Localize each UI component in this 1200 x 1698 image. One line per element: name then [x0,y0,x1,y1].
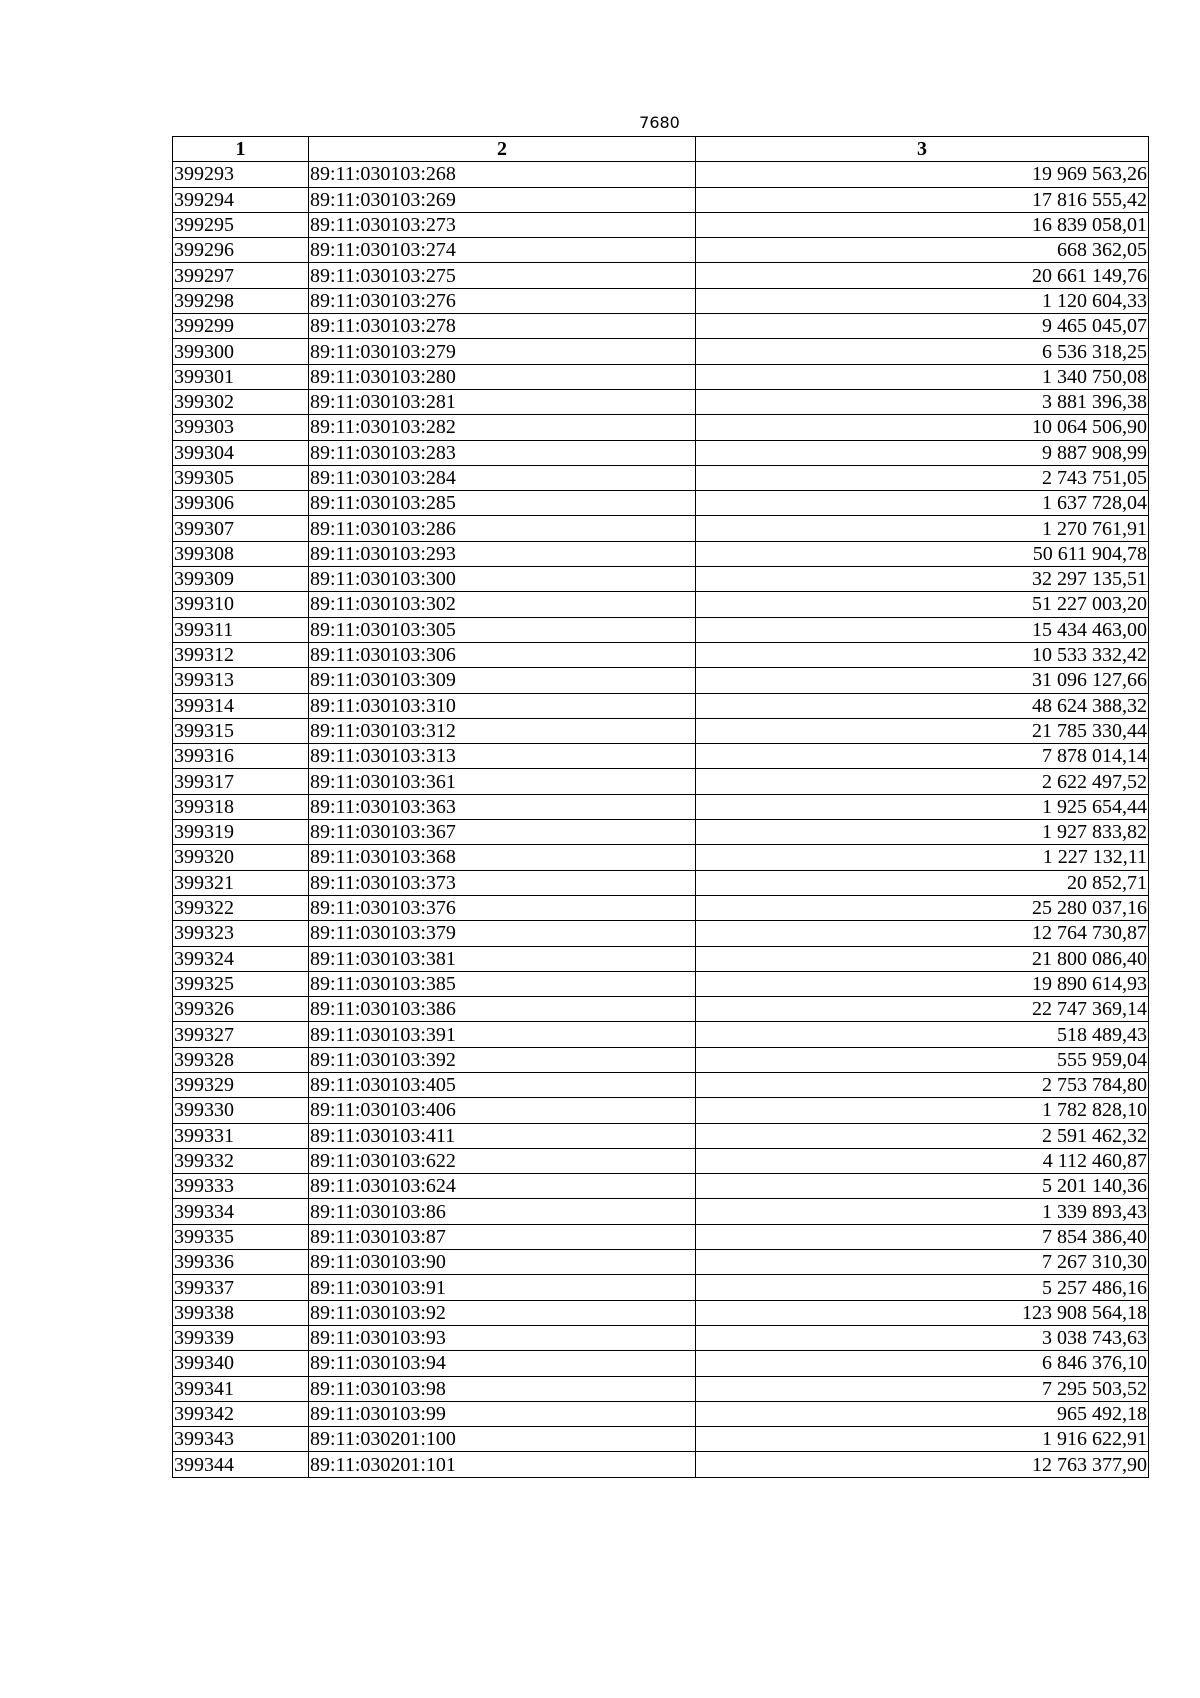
cadastral-number-cell: 89:11:030103:379 [309,921,696,946]
value-cell: 1 227 132,11 [696,845,1149,870]
cadastral-number-cell: 89:11:030103:306 [309,642,696,667]
value-cell: 9 465 045,07 [696,314,1149,339]
row-number-cell: 399323 [173,921,309,946]
row-number-cell: 399319 [173,820,309,845]
row-number-cell: 399342 [173,1401,309,1426]
table-row [173,1224,1149,1249]
table-row [173,617,1149,642]
table-row [173,1022,1149,1047]
row-number-cell: 399305 [173,465,309,490]
value-cell: 7 295 503,52 [696,1376,1149,1401]
value-cell: 1 120 604,33 [696,288,1149,313]
cadastral-number-cell: 89:11:030103:99 [309,1401,696,1426]
row-number-cell: 399318 [173,794,309,819]
table-row [173,895,1149,920]
value-cell: 15 434 463,00 [696,617,1149,642]
value-cell: 16 839 058,01 [696,212,1149,237]
table-row [173,997,1149,1022]
row-number-cell: 399293 [173,162,309,187]
row-number-cell: 399335 [173,1224,309,1249]
cadastral-number-cell: 89:11:030103:281 [309,389,696,414]
cadastral-number-cell: 89:11:030103:376 [309,895,696,920]
row-number-cell: 399294 [173,187,309,212]
row-number-cell: 399310 [173,592,309,617]
table-row [173,162,1149,187]
table-row [173,491,1149,516]
table-row [173,1199,1149,1224]
row-number-cell: 399307 [173,516,309,541]
value-cell: 555 959,04 [696,1047,1149,1072]
cadastral-number-cell: 89:11:030103:310 [309,693,696,718]
value-cell: 1 916 622,91 [696,1427,1149,1452]
value-cell: 7 267 310,30 [696,1250,1149,1275]
cadastral-number-cell: 89:11:030103:361 [309,769,696,794]
table-row [173,339,1149,364]
table-row [173,389,1149,414]
cadastral-number-cell: 89:11:030103:92 [309,1300,696,1325]
cadastral-number-cell: 89:11:030103:279 [309,339,696,364]
row-number-cell: 399333 [173,1174,309,1199]
value-cell: 1 340 750,08 [696,364,1149,389]
value-cell: 518 489,43 [696,1022,1149,1047]
table-row [173,1047,1149,1072]
table-row [173,769,1149,794]
value-cell: 21 785 330,44 [696,718,1149,743]
value-cell: 51 227 003,20 [696,592,1149,617]
row-number-cell: 399330 [173,1098,309,1123]
row-number-cell: 399297 [173,263,309,288]
cadastral-number-cell: 89:11:030103:280 [309,364,696,389]
cadastral-number-cell: 89:11:030103:381 [309,946,696,971]
value-cell: 2 591 462,32 [696,1123,1149,1148]
row-number-cell: 399332 [173,1148,309,1173]
row-number-cell: 399341 [173,1376,309,1401]
table-row [173,364,1149,389]
table-row [173,238,1149,263]
table-row [173,541,1149,566]
cadastral-number-cell: 89:11:030103:373 [309,870,696,895]
value-cell: 22 747 369,14 [696,997,1149,1022]
value-cell: 12 764 730,87 [696,921,1149,946]
value-cell: 6 846 376,10 [696,1351,1149,1376]
table-row [173,921,1149,946]
cadastral-number-cell: 89:11:030103:293 [309,541,696,566]
value-cell: 48 624 388,32 [696,693,1149,718]
cadastral-number-cell: 89:11:030103:276 [309,288,696,313]
table-row [173,1300,1149,1325]
value-cell: 32 297 135,51 [696,567,1149,592]
value-cell: 123 908 564,18 [696,1300,1149,1325]
table-row [173,1275,1149,1300]
row-number-cell: 399317 [173,769,309,794]
cadastral-number-cell: 89:11:030103:313 [309,744,696,769]
value-cell: 1 782 828,10 [696,1098,1149,1123]
cadastral-number-cell: 89:11:030103:275 [309,263,696,288]
table-row [173,845,1149,870]
row-number-cell: 399295 [173,212,309,237]
value-cell: 1 925 654,44 [696,794,1149,819]
value-cell: 5 201 140,36 [696,1174,1149,1199]
value-cell: 9 887 908,99 [696,440,1149,465]
row-number-cell: 399303 [173,415,309,440]
row-number-cell: 399299 [173,314,309,339]
table-row [173,1148,1149,1173]
value-cell: 2 622 497,52 [696,769,1149,794]
row-number-cell: 399344 [173,1452,309,1477]
value-cell: 2 743 751,05 [696,465,1149,490]
table-row [173,870,1149,895]
table-row [173,415,1149,440]
value-cell: 668 362,05 [696,238,1149,263]
value-cell: 20 852,71 [696,870,1149,895]
table-row [173,212,1149,237]
table-row [173,693,1149,718]
row-number-cell: 399301 [173,364,309,389]
cadastral-number-cell: 89:11:030103:406 [309,1098,696,1123]
row-number-cell: 399325 [173,971,309,996]
table-row [173,794,1149,819]
table-row [173,1376,1149,1401]
value-cell: 1 637 728,04 [696,491,1149,516]
cadastral-number-cell: 89:11:030103:622 [309,1148,696,1173]
table-row [173,288,1149,313]
cadastral-number-cell: 89:11:030103:411 [309,1123,696,1148]
cadastral-number-cell: 89:11:030103:90 [309,1250,696,1275]
cadastral-number-cell: 89:11:030103:98 [309,1376,696,1401]
value-cell: 19 890 614,93 [696,971,1149,996]
cadastral-number-cell: 89:11:030103:274 [309,238,696,263]
value-cell: 1 270 761,91 [696,516,1149,541]
table-row [173,1072,1149,1097]
cadastral-number-cell: 89:11:030201:101 [309,1452,696,1477]
value-cell: 10 533 332,42 [696,642,1149,667]
cadastral-number-cell: 89:11:030103:392 [309,1047,696,1072]
value-cell: 17 816 555,42 [696,187,1149,212]
table-row [173,744,1149,769]
row-number-cell: 399326 [173,997,309,1022]
value-cell: 6 536 318,25 [696,339,1149,364]
table-row [173,263,1149,288]
row-number-cell: 399321 [173,870,309,895]
cadastral-number-cell: 89:11:030103:269 [309,187,696,212]
cadastral-number-cell: 89:11:030103:282 [309,415,696,440]
table-row [173,1250,1149,1275]
table-row [173,567,1149,592]
value-cell: 3 038 743,63 [696,1325,1149,1350]
row-number-cell: 399312 [173,642,309,667]
cadastral-number-cell: 89:11:030103:284 [309,465,696,490]
row-number-cell: 399302 [173,389,309,414]
value-cell: 1 339 893,43 [696,1199,1149,1224]
value-cell: 2 753 784,80 [696,1072,1149,1097]
row-number-cell: 399315 [173,718,309,743]
cadastral-number-cell: 89:11:030103:391 [309,1022,696,1047]
row-number-cell: 399336 [173,1250,309,1275]
table-row [173,1427,1149,1452]
cadastral-number-cell: 89:11:030103:405 [309,1072,696,1097]
cadastral-number-cell: 89:11:030103:273 [309,212,696,237]
cadastral-number-cell: 89:11:030103:91 [309,1275,696,1300]
table-row [173,314,1149,339]
cadastral-number-cell: 89:11:030103:268 [309,162,696,187]
cadastral-number-cell: 89:11:030103:312 [309,718,696,743]
row-number-cell: 399334 [173,1199,309,1224]
table-row [173,592,1149,617]
row-number-cell: 399298 [173,288,309,313]
value-cell: 31 096 127,66 [696,668,1149,693]
value-cell: 4 112 460,87 [696,1148,1149,1173]
cadastral-number-cell: 89:11:030103:278 [309,314,696,339]
value-cell: 7 878 014,14 [696,744,1149,769]
row-number-cell: 399331 [173,1123,309,1148]
value-cell: 3 881 396,38 [696,389,1149,414]
value-cell: 5 257 486,16 [696,1275,1149,1300]
row-number-cell: 399329 [173,1072,309,1097]
table-row [173,1325,1149,1350]
table-row [173,820,1149,845]
row-number-cell: 399314 [173,693,309,718]
cadastral-number-cell: 89:11:030103:300 [309,567,696,592]
table-row [173,1174,1149,1199]
table-row [173,440,1149,465]
row-number-cell: 399309 [173,567,309,592]
value-cell: 1 927 833,82 [696,820,1149,845]
table-row [173,1401,1149,1426]
value-cell: 12 763 377,90 [696,1452,1149,1477]
cadastral-number-cell: 89:11:030103:302 [309,592,696,617]
table-row [173,1123,1149,1148]
row-number-cell: 399296 [173,238,309,263]
cadastral-number-cell: 89:11:030103:87 [309,1224,696,1249]
column-header-1: 1 [173,137,309,162]
row-number-cell: 399316 [173,744,309,769]
table-row [173,946,1149,971]
table-row [173,718,1149,743]
value-cell: 25 280 037,16 [696,895,1149,920]
cadastral-number-cell: 89:11:030103:286 [309,516,696,541]
table-row [173,971,1149,996]
cadastral-number-cell: 89:11:030103:386 [309,997,696,1022]
cadastral-number-cell: 89:11:030103:309 [309,668,696,693]
row-number-cell: 399300 [173,339,309,364]
table-row [173,1452,1149,1477]
row-number-cell: 399304 [173,440,309,465]
value-cell: 50 611 904,78 [696,541,1149,566]
page-number: 7680 [639,113,680,132]
cadastral-number-cell: 89:11:030103:368 [309,845,696,870]
row-number-cell: 399306 [173,491,309,516]
cadastral-number-cell: 89:11:030103:305 [309,617,696,642]
cadastral-number-cell: 89:11:030103:624 [309,1174,696,1199]
row-number-cell: 399343 [173,1427,309,1452]
column-header-2: 2 [309,137,696,162]
table-row [173,516,1149,541]
cadastral-number-cell: 89:11:030103:94 [309,1351,696,1376]
row-number-cell: 399338 [173,1300,309,1325]
row-number-cell: 399308 [173,541,309,566]
row-number-cell: 399311 [173,617,309,642]
table-row [173,668,1149,693]
row-number-cell: 399320 [173,845,309,870]
table-row [173,465,1149,490]
table-body [173,162,1149,1477]
header-row [173,137,1149,162]
value-cell: 20 661 149,76 [696,263,1149,288]
row-number-cell: 399313 [173,668,309,693]
value-cell: 7 854 386,40 [696,1224,1149,1249]
cadastral-number-cell: 89:11:030201:100 [309,1427,696,1452]
table-header [173,137,1149,162]
column-header-3: 3 [696,137,1149,162]
table-row [173,1098,1149,1123]
row-number-cell: 399327 [173,1022,309,1047]
cadastral-number-cell: 89:11:030103:363 [309,794,696,819]
value-cell: 10 064 506,90 [696,415,1149,440]
row-number-cell: 399337 [173,1275,309,1300]
cadastral-number-cell: 89:11:030103:367 [309,820,696,845]
data-table [172,136,1149,1478]
value-cell: 965 492,18 [696,1401,1149,1426]
row-number-cell: 399322 [173,895,309,920]
table-row [173,642,1149,667]
value-cell: 19 969 563,26 [696,162,1149,187]
row-number-cell: 399324 [173,946,309,971]
cadastral-number-cell: 89:11:030103:385 [309,971,696,996]
cadastral-number-cell: 89:11:030103:93 [309,1325,696,1350]
row-number-cell: 399328 [173,1047,309,1072]
table-row [173,187,1149,212]
cadastral-number-cell: 89:11:030103:285 [309,491,696,516]
cadastral-number-cell: 89:11:030103:283 [309,440,696,465]
row-number-cell: 399339 [173,1325,309,1350]
row-number-cell: 399340 [173,1351,309,1376]
table-row [173,1351,1149,1376]
cadastral-number-cell: 89:11:030103:86 [309,1199,696,1224]
value-cell: 21 800 086,40 [696,946,1149,971]
